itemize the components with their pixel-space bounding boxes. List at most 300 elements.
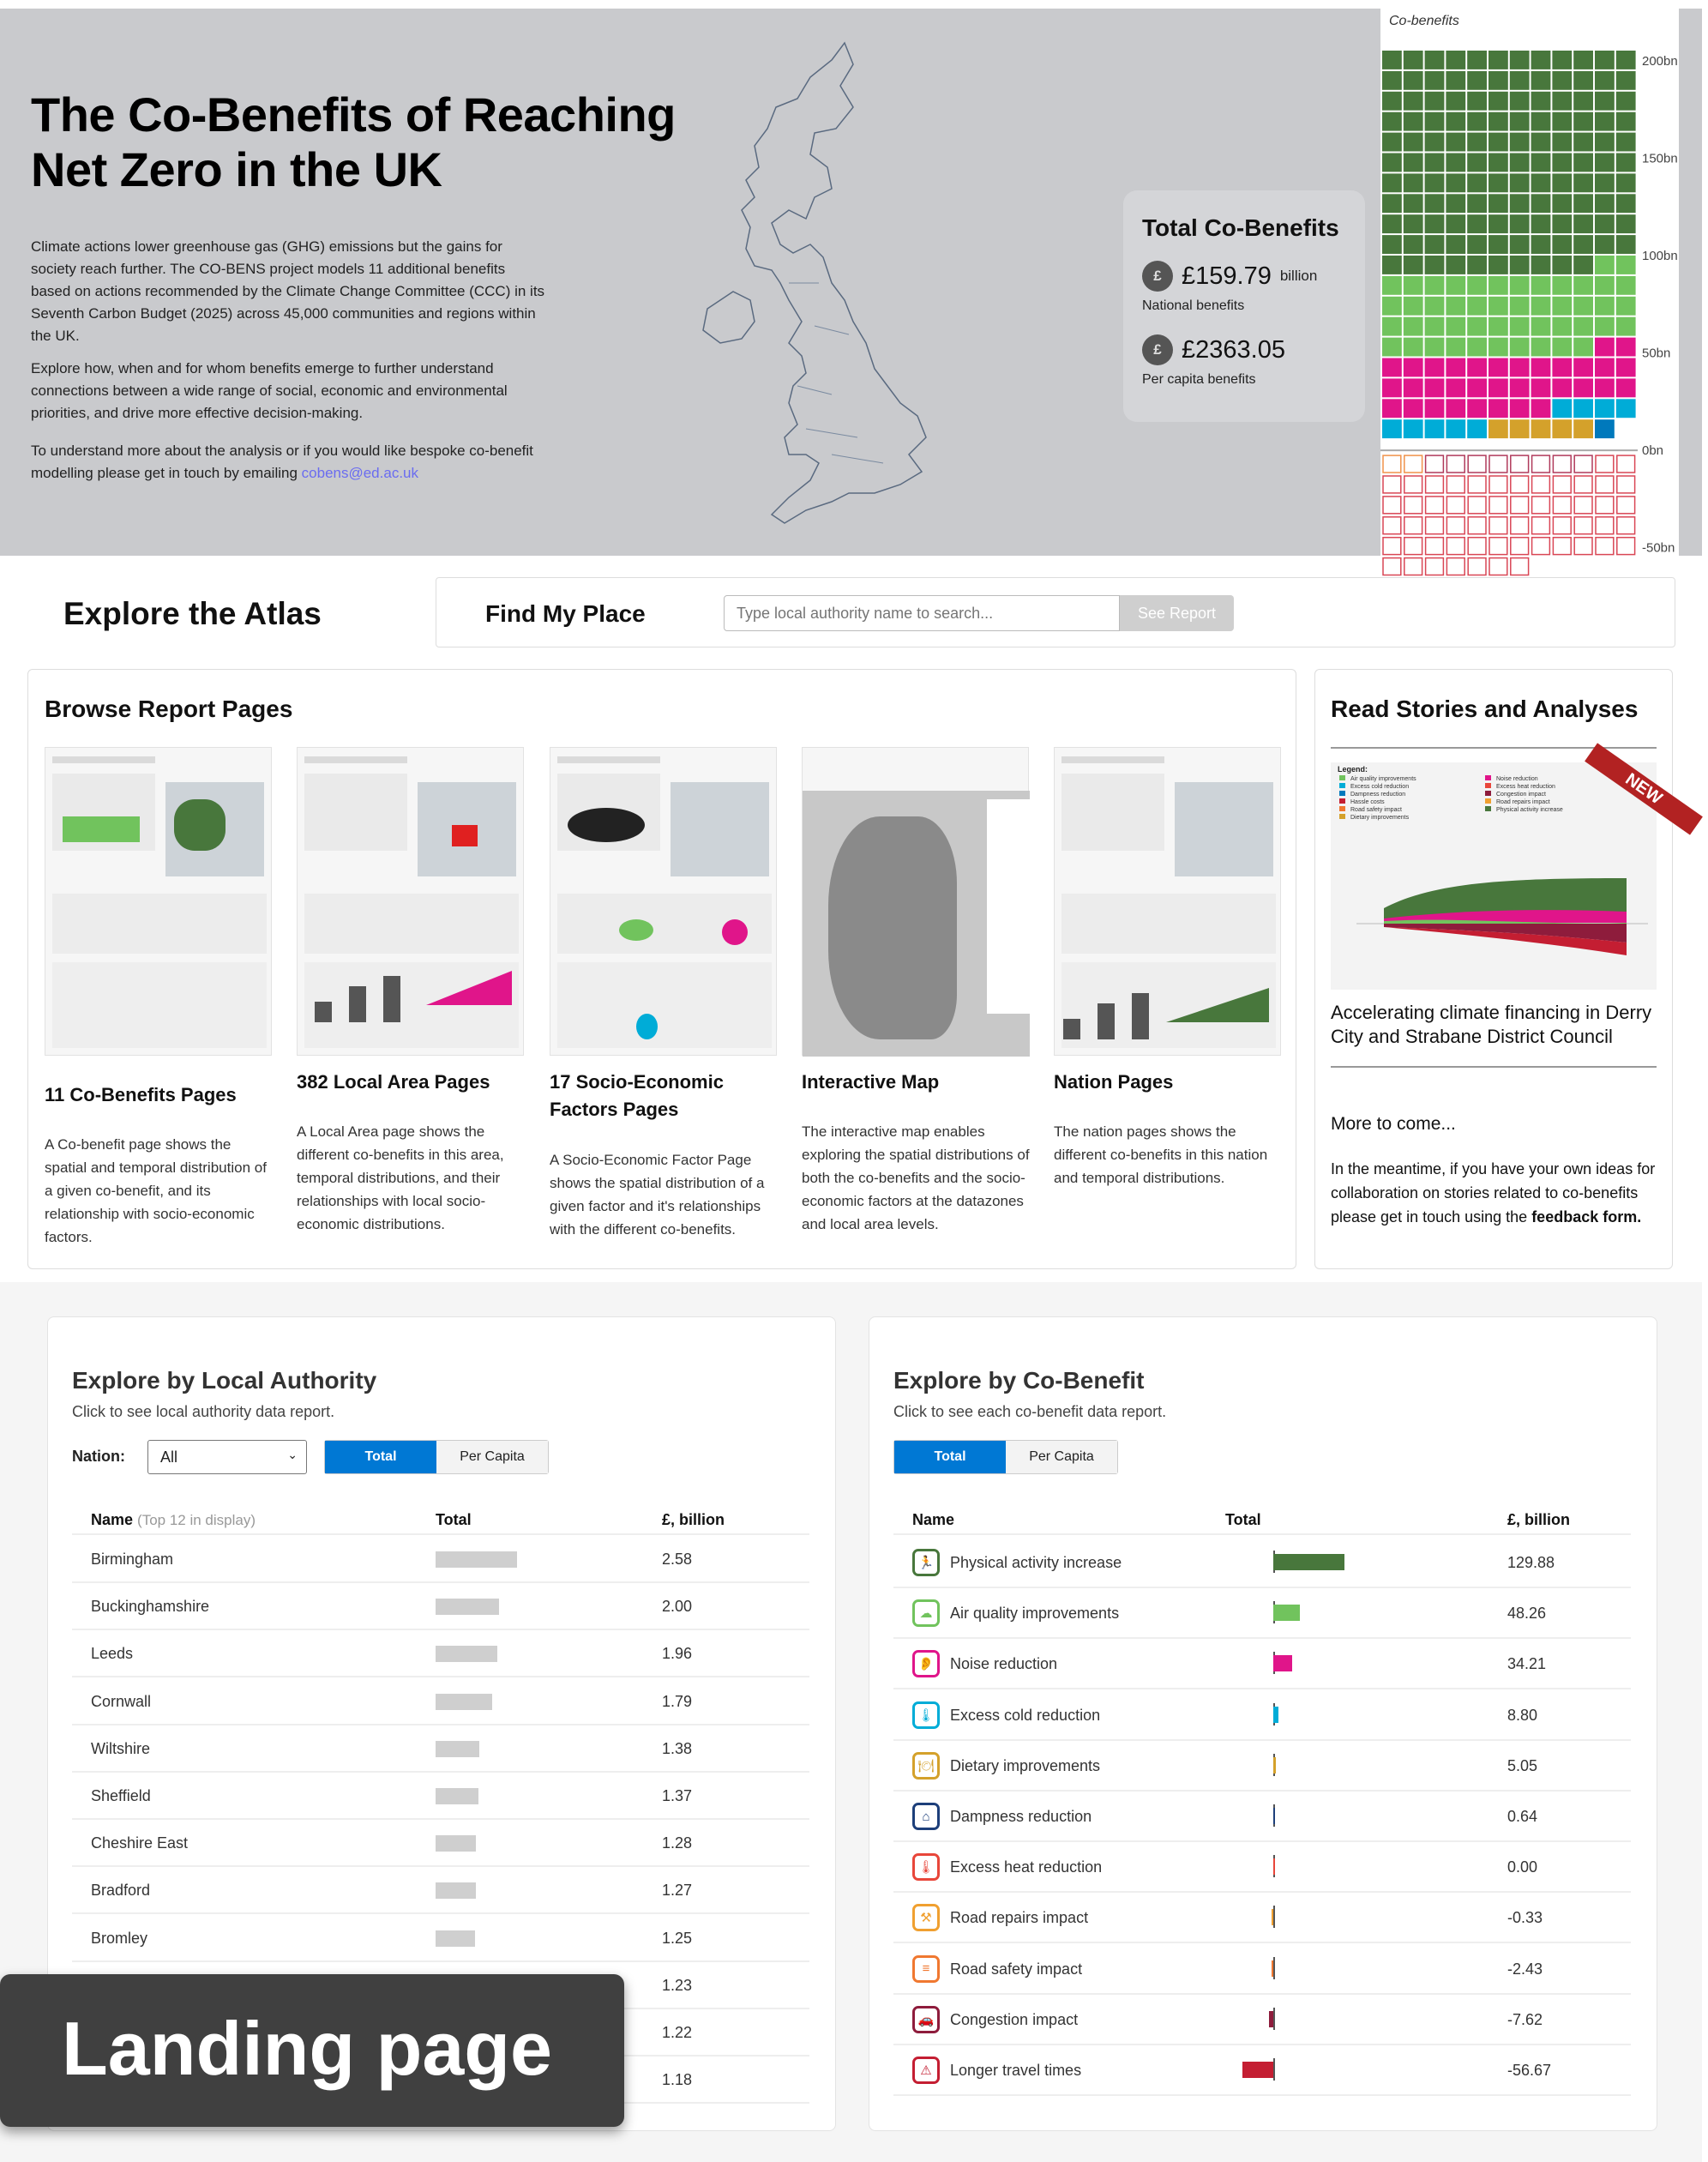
waffle-cell-positive xyxy=(1552,173,1572,192)
waffle-cell-positive xyxy=(1552,194,1572,213)
landing-page-text: Landing page xyxy=(62,2006,552,2091)
la-table-row[interactable] xyxy=(72,1725,809,1773)
waffle-cell-negative xyxy=(1511,517,1529,534)
see-report-button[interactable]: See Report xyxy=(1120,595,1234,631)
co-benefit-row[interactable] xyxy=(893,1792,1631,1842)
waffle-cell-positive xyxy=(1531,235,1551,254)
waffle-cell-negative xyxy=(1511,558,1529,575)
chevron-down-icon: ⌄ xyxy=(287,1448,298,1461)
waffle-cell-negative xyxy=(1574,538,1592,555)
waffle-cell-positive xyxy=(1595,256,1615,274)
waffle-cell-positive xyxy=(1616,256,1636,274)
waffle-cell-positive xyxy=(1595,378,1615,397)
zero-axis xyxy=(1273,2008,1275,2030)
waffle-cell-positive xyxy=(1404,338,1423,357)
co-benefit-bar xyxy=(1269,2011,1273,2027)
waffle-cell-positive xyxy=(1404,419,1423,438)
waffle-tick-label: 50bn xyxy=(1642,346,1671,361)
waffle-cell-positive xyxy=(1467,317,1487,336)
co-benefit-name: Road repairs impact xyxy=(950,1909,1089,1927)
contact-paragraph xyxy=(31,440,545,485)
waffle-cell-positive xyxy=(1616,92,1636,111)
waffle-cell-negative xyxy=(1617,476,1635,493)
waffle-cell-positive xyxy=(1573,173,1593,192)
waffle-cell-positive xyxy=(1573,256,1593,274)
per-capita-label: Per capita benefits xyxy=(1142,372,1256,387)
waffle-cell-negative xyxy=(1383,497,1401,514)
co-benefit-row[interactable] xyxy=(893,1741,1631,1792)
waffle-cell-positive xyxy=(1446,256,1465,274)
zero-axis xyxy=(1273,1906,1275,1928)
co-benefit-name: Dietary improvements xyxy=(950,1756,1101,1774)
co-benefit-name: Physical activity increase xyxy=(950,1554,1122,1571)
waffle-cell-negative xyxy=(1532,538,1550,555)
co-benefit-row[interactable] xyxy=(893,1690,1631,1741)
waffle-cell-positive xyxy=(1595,194,1615,213)
co-benefit-subtitle: Click to see each co-benefit data report. xyxy=(893,1403,1167,1420)
co-benefit-bar xyxy=(1273,1858,1275,1875)
waffle-cell-positive xyxy=(1446,214,1465,233)
waffle-cell-positive xyxy=(1488,194,1508,213)
waffle-cell-positive xyxy=(1467,51,1487,69)
report-thumbnail[interactable] xyxy=(1054,747,1281,1056)
waffle-cell-positive xyxy=(1404,194,1423,213)
waffle-cell-positive xyxy=(1531,112,1551,131)
name-note: (Top 12 in display) xyxy=(137,1512,256,1528)
more-to-come: More to come... xyxy=(1331,1114,1456,1134)
explore-paragraph: Explore how, when and for whom benefits emerge to further understand connections between a wide range of social, economic and environmental priorities, and drive more effective decision-making. xyxy=(31,360,508,421)
house-damp-icon: ⌂ xyxy=(912,1803,940,1830)
waffle-cell-positive xyxy=(1595,358,1615,377)
waffle-cell-positive xyxy=(1595,235,1615,254)
co-benefit-value: -7.62 xyxy=(1507,2010,1543,2028)
waffle-cell-positive xyxy=(1488,71,1508,90)
waffle-cell-negative xyxy=(1426,455,1444,473)
waffle-cell-positive xyxy=(1382,112,1402,131)
co-benefit-row[interactable] xyxy=(893,1842,1631,1893)
waffle-cell-positive xyxy=(1573,112,1593,131)
local-authority-search-input[interactable] xyxy=(724,595,1120,631)
waffle-cell-negative xyxy=(1468,558,1486,575)
waffle-cell-positive xyxy=(1552,51,1572,69)
waffle-cell-positive xyxy=(1425,358,1445,377)
co-benefit-value: 0.64 xyxy=(1507,1808,1538,1825)
co-benefit-row[interactable] xyxy=(893,1893,1631,1943)
la-table-row[interactable] xyxy=(72,1820,809,1867)
waffle-cell-positive xyxy=(1510,419,1530,438)
la-value-bar xyxy=(436,1646,497,1662)
stories-body xyxy=(1331,1157,1661,1229)
la-value: 1.96 xyxy=(662,1645,693,1663)
waffle-cell-positive xyxy=(1552,256,1572,274)
waffle-cell-positive xyxy=(1382,358,1402,377)
waffle-cell-positive xyxy=(1404,378,1423,397)
report-thumbnail[interactable] xyxy=(45,747,272,1056)
contact-text: To understand more about the analysis or if you would like bespoke co-benefit modelling please get in touch by emailing xyxy=(31,443,533,481)
co-benefit-name: Dampness reduction xyxy=(950,1808,1092,1825)
waffle-cell-positive xyxy=(1595,173,1615,192)
la-table-row[interactable] xyxy=(72,1678,809,1725)
waffle-cell-positive xyxy=(1552,338,1572,357)
waffle-cell-positive xyxy=(1488,256,1508,274)
waffle-cell-positive xyxy=(1531,276,1551,295)
waffle-cell-positive xyxy=(1446,338,1465,357)
waffle-cell-positive xyxy=(1573,358,1593,377)
report-page-title[interactable]: 382 Local Area Pages xyxy=(297,1071,490,1093)
email-link[interactable]: cobens@ed.ac.uk xyxy=(301,465,418,481)
per-capita-value: £2363.05 xyxy=(1182,335,1285,364)
waffle-cell-positive xyxy=(1573,194,1593,213)
story-title-link[interactable]: Accelerating climate financing in Derry City and Strabane District Council xyxy=(1331,1002,1652,1047)
waffle-cell-positive xyxy=(1446,317,1465,336)
story-legend-item: Air quality improvements xyxy=(1339,775,1416,782)
story-thumbnail[interactable] xyxy=(1331,762,1666,990)
waffle-cell-negative xyxy=(1468,497,1486,514)
waffle-cell-positive xyxy=(1510,112,1530,131)
waffle-cell-positive xyxy=(1404,154,1423,172)
feedback-form-link[interactable]: feedback form. xyxy=(1531,1208,1642,1226)
waffle-cell-negative xyxy=(1617,497,1635,514)
waffle-cell-negative xyxy=(1489,497,1507,514)
waffle-cell-positive xyxy=(1446,419,1465,438)
waffle-cell-positive xyxy=(1573,51,1593,69)
waffle-cell-positive xyxy=(1425,133,1445,152)
waffle-cell-positive xyxy=(1467,154,1487,172)
waffle-cell-positive xyxy=(1510,235,1530,254)
waffle-cell-negative xyxy=(1511,455,1529,473)
waffle-cell-positive xyxy=(1531,92,1551,111)
waffle-cell-positive xyxy=(1488,92,1508,111)
story-legend-item: Excess cold reduction xyxy=(1339,783,1409,790)
waffle-cell-negative xyxy=(1468,476,1486,493)
waffle-cell-positive xyxy=(1488,276,1508,295)
waffle-cell-positive xyxy=(1616,297,1636,316)
waffle-title: Co-benefits xyxy=(1389,14,1459,28)
waffle-cell-positive xyxy=(1467,133,1487,152)
waffle-cell-positive xyxy=(1382,378,1402,397)
waffle-cell-positive xyxy=(1595,92,1615,111)
co-benefit-row[interactable] xyxy=(893,2045,1631,2096)
waffle-tick-label: 200bn xyxy=(1642,54,1678,69)
co-benefit-heading: Explore by Co-Benefit xyxy=(893,1367,1145,1394)
waffle-cell-positive xyxy=(1616,235,1636,254)
waffle-cell-positive xyxy=(1595,112,1615,131)
person-pound-icon: £ xyxy=(1142,334,1173,365)
waffle-cell-positive xyxy=(1573,338,1593,357)
total-co-benefits-card xyxy=(1123,190,1365,422)
la-per-capita-toggle[interactable]: Per Capita xyxy=(436,1441,548,1473)
waffle-cell-positive xyxy=(1531,173,1551,192)
la-name: Leeds xyxy=(91,1645,134,1663)
browse-heading: Browse Report Pages xyxy=(45,696,293,722)
waffle-cell-positive xyxy=(1425,51,1445,69)
waffle-cell-positive xyxy=(1552,71,1572,90)
waffle-cell-positive xyxy=(1488,419,1508,438)
waffle-cell-positive xyxy=(1616,71,1636,90)
waffle-cell-positive xyxy=(1531,297,1551,316)
co-benefit-row[interactable] xyxy=(893,1588,1631,1639)
food-icon: 🍽 xyxy=(912,1752,940,1780)
waffle-cell-positive xyxy=(1382,256,1402,274)
la-table-row[interactable] xyxy=(72,1867,809,1914)
waffle-cell-positive xyxy=(1382,338,1402,357)
new-badge: NEW xyxy=(1585,743,1703,834)
page-title: The Co-Benefits of Reaching Net Zero in the UK xyxy=(31,87,676,196)
local-authority-heading: Explore by Local Authority xyxy=(72,1367,377,1394)
waffle-cell-negative xyxy=(1404,538,1422,555)
la-mode-toggle xyxy=(324,1440,549,1474)
la-value: 2.00 xyxy=(662,1598,693,1616)
waffle-cell-positive xyxy=(1616,276,1636,295)
waffle-cell-negative xyxy=(1489,558,1507,575)
waffle-cell-negative xyxy=(1446,558,1464,575)
la-table-row[interactable] xyxy=(72,1583,809,1630)
waffle-cell-positive xyxy=(1488,297,1508,316)
national-unit: billion xyxy=(1279,268,1318,284)
cb-total-toggle[interactable]: Total xyxy=(894,1441,1006,1473)
waffle-cell-negative xyxy=(1574,517,1592,534)
waffle-cell-negative xyxy=(1426,517,1444,534)
report-page-title[interactable]: Nation Pages xyxy=(1054,1071,1174,1093)
co-benefit-value: 129.88 xyxy=(1507,1554,1555,1571)
waffle-cell-positive xyxy=(1467,214,1487,233)
la-table-header xyxy=(72,1497,809,1535)
waffle-cell-positive xyxy=(1595,297,1615,316)
waffle-cell-positive xyxy=(1595,214,1615,233)
waffle-cell-positive xyxy=(1404,276,1423,295)
waffle-cell-positive xyxy=(1510,194,1530,213)
waffle-cell-positive xyxy=(1531,338,1551,357)
national-label: National benefits xyxy=(1142,298,1245,313)
waffle-cell-positive xyxy=(1488,399,1508,418)
waffle-tick-label: -50bn xyxy=(1642,540,1675,556)
waffle-cell-positive xyxy=(1382,399,1402,418)
la-table-row[interactable] xyxy=(72,1536,809,1583)
waffle-cell-positive xyxy=(1616,378,1636,397)
waffle-cell-negative xyxy=(1446,455,1464,473)
la-value-bar xyxy=(436,1551,517,1568)
waffle-cell-positive xyxy=(1425,338,1445,357)
waffle-cell-negative xyxy=(1532,476,1550,493)
story-legend-item: Hassle costs xyxy=(1339,798,1385,805)
co-benefit-row[interactable] xyxy=(893,1639,1631,1689)
report-page-title[interactable]: 17 Socio-Economic Factors Pages xyxy=(550,1071,724,1120)
waffle-cell-positive xyxy=(1467,194,1487,213)
car-congestion-icon: 🚗 xyxy=(912,2006,940,2033)
co-benefit-row[interactable] xyxy=(893,1995,1631,2045)
waffle-cell-positive xyxy=(1425,297,1445,316)
co-benefit-value: -56.67 xyxy=(1507,2062,1552,2079)
waffle-cell-negative xyxy=(1596,517,1614,534)
waffle-cell-positive xyxy=(1531,358,1551,377)
cb-per-capita-toggle[interactable]: Per Capita xyxy=(1006,1441,1117,1473)
waffle-cell-positive xyxy=(1531,71,1551,90)
waffle-cell-positive xyxy=(1510,51,1530,69)
waffle-cell-negative xyxy=(1532,517,1550,534)
waffle-cell-positive xyxy=(1552,112,1572,131)
la-value: 1.27 xyxy=(662,1882,693,1900)
co-benefit-bar xyxy=(1273,1655,1292,1671)
waffle-cell-positive xyxy=(1510,173,1530,192)
landing-page-label xyxy=(0,1974,624,2127)
waffle-cell-negative xyxy=(1596,538,1614,555)
waffle-cell-negative xyxy=(1574,476,1592,493)
la-table-row[interactable] xyxy=(72,1915,809,1962)
waffle-cell-positive xyxy=(1446,173,1465,192)
waffle-cell-positive xyxy=(1510,154,1530,172)
local-authority-subtitle: Click to see local authority data report. xyxy=(72,1403,335,1420)
report-thumbnail[interactable] xyxy=(297,747,524,1056)
col-value: £, billion xyxy=(1507,1511,1571,1528)
waffle-cell-positive xyxy=(1616,358,1636,377)
waffle-cell-negative xyxy=(1446,517,1464,534)
waffle-cell-negative xyxy=(1574,497,1592,514)
co-benefit-bar xyxy=(1273,1757,1276,1774)
waffle-cell-positive xyxy=(1488,235,1508,254)
co-benefit-value: 48.26 xyxy=(1507,1605,1547,1623)
divider xyxy=(1331,747,1657,749)
waffle-cell-positive xyxy=(1425,71,1445,90)
col-name: Name (Top 12 in display) xyxy=(91,1511,256,1528)
waffle-cell-positive xyxy=(1446,133,1465,152)
la-value: 1.28 xyxy=(662,1834,693,1852)
waffle-cell-positive xyxy=(1446,112,1465,131)
cb-mode-toggle xyxy=(893,1440,1118,1474)
waffle-cell-positive xyxy=(1531,214,1551,233)
waffle-cell-positive xyxy=(1531,419,1551,438)
la-name: Cheshire East xyxy=(91,1834,189,1852)
stories-body-text: In the meantime, if you have your own ideas for collaboration on stories related to co-benefits please get in touch using the xyxy=(1331,1160,1656,1226)
waffle-cell-positive xyxy=(1488,214,1508,233)
waffle-cell-positive xyxy=(1404,112,1423,131)
waffle-cell-positive xyxy=(1552,92,1572,111)
la-table-row[interactable] xyxy=(72,1630,809,1677)
waffle-cell-negative xyxy=(1383,558,1401,575)
stories-heading: Read Stories and Analyses xyxy=(1331,696,1639,722)
waffle-cell-positive xyxy=(1446,194,1465,213)
waffle-cell-positive xyxy=(1510,297,1530,316)
la-name: Sheffield xyxy=(91,1787,151,1804)
report-thumbnail[interactable] xyxy=(550,747,777,1056)
waffle-cell-negative xyxy=(1426,497,1444,514)
waffle-cell-positive xyxy=(1510,92,1530,111)
co-benefit-name: Congestion impact xyxy=(950,2010,1079,2028)
waffle-cell-positive xyxy=(1404,317,1423,336)
story-legend-item: Noise reduction xyxy=(1485,775,1538,782)
cloud-icon: ☁ xyxy=(912,1599,940,1627)
waffle-cell-positive xyxy=(1382,235,1402,254)
waffle-cell-positive xyxy=(1425,173,1445,192)
waffle-cell-negative xyxy=(1489,517,1507,534)
waffle-cell-positive xyxy=(1488,51,1508,69)
la-name: Cornwall xyxy=(91,1692,152,1710)
waffle-cell-positive xyxy=(1595,71,1615,90)
waffle-cell-positive xyxy=(1552,317,1572,336)
legend-title: Legend: xyxy=(1338,765,1368,774)
waffle-cell-positive xyxy=(1467,297,1487,316)
co-benefit-value: 8.80 xyxy=(1507,1706,1538,1724)
report-page-title[interactable]: Interactive Map xyxy=(802,1071,940,1093)
la-table-row[interactable] xyxy=(72,1773,809,1820)
waffle-cell-positive xyxy=(1531,133,1551,152)
waffle-cell-positive xyxy=(1382,71,1402,90)
co-benefit-bar xyxy=(1273,1605,1300,1621)
waffle-cell-positive xyxy=(1510,338,1530,357)
la-total-toggle[interactable]: Total xyxy=(325,1441,436,1473)
waffle-cell-negative xyxy=(1446,476,1464,493)
waffle-cell-positive xyxy=(1616,214,1636,233)
report-page-title[interactable]: 11 Co-Benefits Pages xyxy=(45,1084,237,1105)
nation-select-value: All xyxy=(160,1448,178,1466)
waffle-cell-negative xyxy=(1511,476,1529,493)
waffle-cell-negative xyxy=(1404,517,1422,534)
co-benefit-bar xyxy=(1273,1554,1344,1570)
waffle-cell-positive xyxy=(1425,154,1445,172)
co-benefits-waffle-chart xyxy=(1380,9,1679,556)
co-benefit-row[interactable] xyxy=(893,1538,1631,1588)
intro-paragraph: Climate actions lower greenhouse gas (GHG) emissions but the gains for society reach further. The CO-BENS project models 11 additional benefits based on actions recommended by the Climate Change Committee (CCC) in its Seventh Carbon Budget (2025) across 45,000 communities and regions within the UK. xyxy=(31,238,545,344)
waffle-cell-positive xyxy=(1488,112,1508,131)
waffle-cell-positive xyxy=(1552,235,1572,254)
waffle-cell-positive xyxy=(1404,133,1423,152)
waffle-cell-positive xyxy=(1382,92,1402,111)
la-value: 1.23 xyxy=(662,1976,693,1994)
waffle-cell-positive xyxy=(1467,235,1487,254)
uk-map[interactable] xyxy=(660,26,943,549)
waffle-cell-positive xyxy=(1616,317,1636,336)
waffle-cell-positive xyxy=(1425,317,1445,336)
waffle-cell-negative xyxy=(1383,538,1401,555)
waffle-cell-positive xyxy=(1404,256,1423,274)
story-legend-item: Excess heat reduction xyxy=(1485,783,1555,790)
co-benefit-name: Air quality improvements xyxy=(950,1605,1120,1623)
waffle-cell-positive xyxy=(1510,358,1530,377)
waffle-cell-positive xyxy=(1425,399,1445,418)
co-benefit-value: -2.43 xyxy=(1507,1960,1543,1978)
waffle-cell-positive xyxy=(1467,276,1487,295)
waffle-cell-positive xyxy=(1552,358,1572,377)
la-value: 1.38 xyxy=(662,1739,693,1757)
story-legend-item: Road repairs impact xyxy=(1485,798,1550,805)
story-legend-item: Physical activity increase xyxy=(1485,806,1563,813)
waffle-cell-positive xyxy=(1446,71,1465,90)
waffle-cell-positive xyxy=(1573,276,1593,295)
waffle-cell-negative xyxy=(1596,497,1614,514)
uk-pound-icon: £ xyxy=(1142,261,1173,292)
co-benefit-name: Excess cold reduction xyxy=(950,1706,1101,1724)
la-name: Bradford xyxy=(91,1882,151,1900)
co-benefit-row[interactable] xyxy=(893,1944,1631,1995)
waffle-cell-positive xyxy=(1382,214,1402,233)
explore-atlas-heading: Explore the Atlas xyxy=(63,596,322,631)
waffle-cell-negative xyxy=(1383,517,1401,534)
nation-select[interactable] xyxy=(147,1440,307,1474)
waffle-cell-positive xyxy=(1404,214,1423,233)
waffle-cell-positive xyxy=(1467,173,1487,192)
waffle-cell-positive xyxy=(1510,256,1530,274)
waffle-cell-negative xyxy=(1404,497,1422,514)
waffle-cell-positive xyxy=(1573,154,1593,172)
waffle-cell-positive xyxy=(1552,419,1572,438)
waffle-cell-positive xyxy=(1425,92,1445,111)
zero-axis xyxy=(1273,1957,1275,1979)
co-benefit-name: Excess heat reduction xyxy=(950,1858,1103,1876)
waffle-tick-label: 0bn xyxy=(1642,443,1664,459)
waffle-cell-positive xyxy=(1552,276,1572,295)
waffle-cell-negative xyxy=(1617,517,1635,534)
co-benefit-card xyxy=(869,1316,1657,2131)
report-thumbnail[interactable] xyxy=(802,747,1029,1056)
